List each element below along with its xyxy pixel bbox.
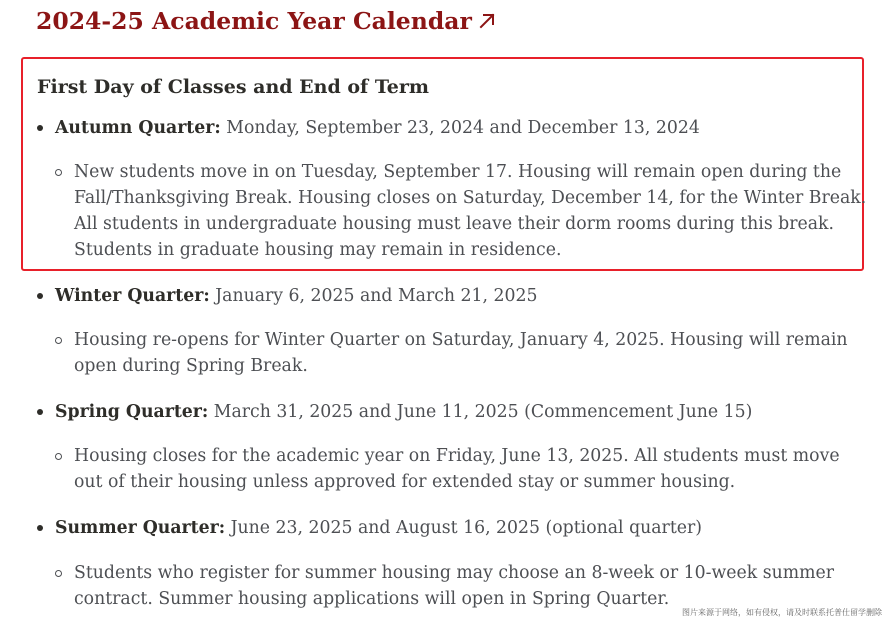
term-note	[74, 159, 867, 263]
bullet-circle	[55, 570, 62, 577]
term-name: Spring Quarter:	[55, 402, 209, 422]
term-dates: June 23, 2025 and August 16, 2025 (optional quarter)	[230, 518, 702, 538]
bullet-circle	[55, 169, 62, 176]
term-name: Summer Quarter:	[55, 518, 226, 538]
term-dates: January 6, 2025 and March 21, 2025	[215, 286, 538, 306]
page-title-text: 2024-25 Academic Year Calendar	[36, 7, 472, 35]
term-note	[74, 560, 864, 612]
term-line	[55, 399, 752, 425]
section-heading: First Day of Classes and End of Term	[37, 76, 429, 98]
bullet-circle	[55, 453, 62, 460]
note-line: All students in undergraduate housing must leave their dorm rooms during this break.	[74, 214, 835, 234]
note-line: Housing re-opens for Winter Quarter on Saturday, January 4, 2025. Housing will remain	[74, 330, 848, 350]
note-line: Students in graduate housing may remain in residence.	[74, 240, 562, 260]
note-line: Housing closes for the academic year on Friday, June 13, 2025. All students must move	[74, 446, 840, 466]
term-line	[55, 115, 700, 141]
external-link-arrow-icon	[478, 5, 496, 39]
note-line: Students who register for summer housing may choose an 8-week or 10-week summer	[74, 563, 834, 583]
watermark: 图片来源于网络，如有侵权，请及时联系托普仕留学删除	[682, 608, 882, 617]
bullet-disc	[37, 293, 43, 299]
bullet-disc	[37, 525, 43, 531]
note-line: contract. Summer housing applications will open in Spring Quarter.	[74, 589, 670, 609]
term-dates: Monday, September 23, 2024 and December 13, 2024	[226, 118, 700, 138]
bullet-disc	[37, 125, 43, 131]
bullet-circle	[55, 337, 62, 344]
term-note	[74, 443, 864, 495]
bullet-disc	[37, 409, 43, 415]
term-dates: March 31, 2025 and June 11, 2025 (Commencement June 15)	[213, 402, 753, 422]
term-name: Autumn Quarter:	[55, 118, 221, 138]
term-note	[74, 327, 864, 379]
page-title-link[interactable]	[36, 4, 496, 39]
note-line: out of their housing unless approved for extended stay or summer housing.	[74, 472, 736, 492]
term-line	[55, 515, 702, 541]
note-line: open during Spring Break.	[74, 356, 308, 376]
note-line: New students move in on Tuesday, September 17. Housing will remain open during the	[74, 162, 842, 182]
note-line: Fall/Thanksgiving Break. Housing closes on Saturday, December 14, for the Winter Break.	[74, 188, 867, 208]
term-name: Winter Quarter:	[55, 286, 210, 306]
term-line	[55, 283, 538, 309]
